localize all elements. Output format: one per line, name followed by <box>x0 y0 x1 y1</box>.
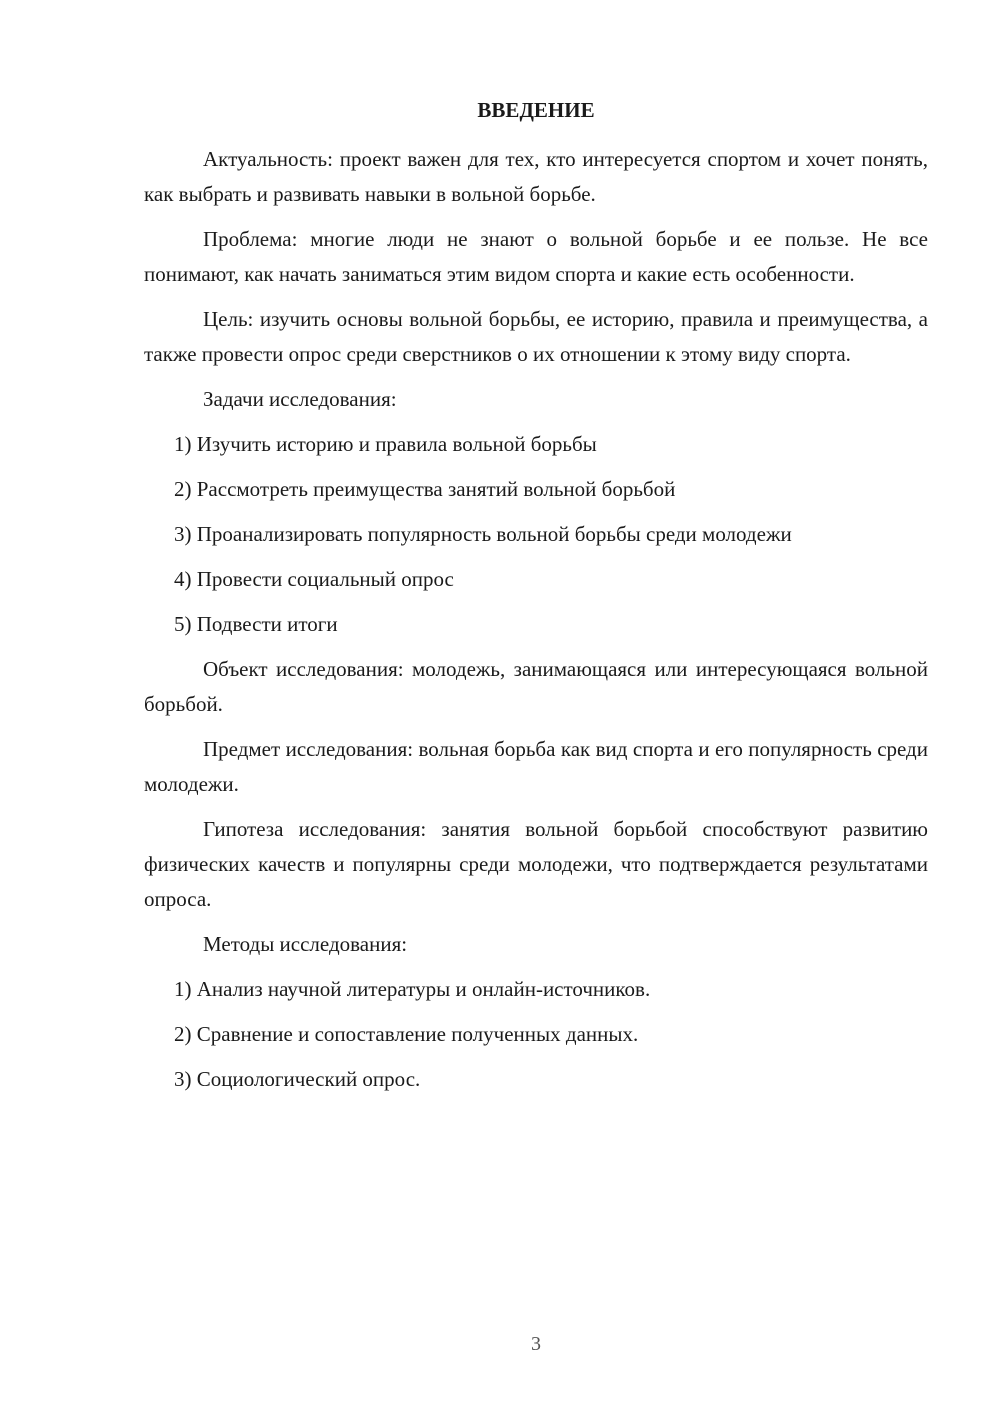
list-item: 5) Подвести итоги <box>174 612 338 636</box>
list-item: 3) Социологический опрос. <box>174 1067 421 1091</box>
list-item: 3) Проанализировать популярность вольной борьбы среди молодежи <box>174 522 792 546</box>
list-item: 2) Сравнение и сопоставление полученных данных. <box>174 1022 639 1046</box>
relevance-paragraph: Актуальность: проект важен для тех, кто интересуется спортом и хочет понять, как выбрать и развивать навыки в вольной борьбе. <box>144 147 928 206</box>
page-number: 3 <box>531 1333 541 1355</box>
hypothesis-paragraph: Гипотеза исследования: занятия вольной борьбой способствуют развитию физических качеств и популярны среди молодежи, что подтверждается результатами опроса. <box>144 817 928 911</box>
methods-list <box>144 972 928 1097</box>
tasks-heading: Задачи исследования: <box>203 387 397 411</box>
list-item: 2) Рассмотреть преимущества занятий вольной борьбой <box>174 477 676 501</box>
tasks-list <box>144 427 928 642</box>
methods-heading: Методы исследования: <box>203 932 408 956</box>
goal-paragraph: Цель: изучить основы вольной борьбы, ее историю, правила и преимущества, а также провести опрос среди сверстников о их отношении к этому виду спорта. <box>144 307 928 366</box>
object-paragraph: Объект исследования: молодежь, занимающаяся или интересующаяся вольной борьбой. <box>144 657 928 716</box>
section-title: ВВЕДЕНИЕ <box>477 98 595 122</box>
page-content <box>144 96 928 1107</box>
subject-paragraph: Предмет исследования: вольная борьба как вид спорта и его популярность среди молодежи. <box>144 737 928 796</box>
list-item: 4) Провести социальный опрос <box>174 567 454 591</box>
list-item: 1) Изучить историю и правила вольной борьбы <box>174 432 597 456</box>
list-item: 1) Анализ научной литературы и онлайн-источников. <box>174 977 651 1001</box>
problem-paragraph: Проблема: многие люди не знают о вольной борьбе и ее пользе. Не все понимают, как начать заниматься этим видом спорта и какие есть особенности. <box>144 227 928 286</box>
